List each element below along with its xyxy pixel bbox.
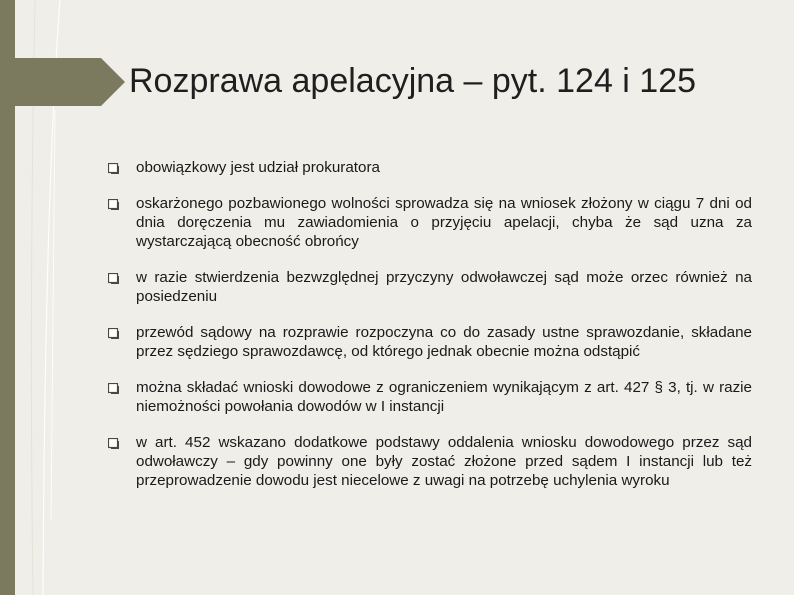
checkbox-square-icon: [108, 438, 119, 449]
checkbox-square-icon: [108, 328, 119, 339]
list-item: [108, 268, 752, 306]
list-item-text: można składać wnioski dowodowe z ograniczeniem wynikającym z art. 427 § 3, tj. w razie niemożności powołania dowodów w I instancji: [136, 379, 752, 415]
accent-bar: [0, 0, 15, 595]
list-item-text: oskarżonego pozbawionego wolności sprowadza się na wniosek złożony w ciągu 7 dni od dnia doręczenia mu zawiadomienia o przyjęciu apelacji, chyba że sąd uzna za wystarczającą obecność obrońcy: [136, 195, 752, 250]
slide-title: Rozprawa apelacyjna – pyt. 124 i 125: [129, 62, 697, 100]
list-item: [108, 158, 752, 177]
checkbox-square-icon: [108, 383, 119, 394]
checkbox-square-icon: [108, 163, 119, 174]
list-item: [108, 433, 752, 490]
list-item: [108, 194, 752, 251]
checkbox-square-icon: [108, 273, 119, 284]
list-item: [108, 323, 752, 361]
list-item-text: obowiązkowy jest udział prokuratora: [136, 159, 380, 176]
list-item: [108, 378, 752, 416]
list-item-text: w art. 452 wskazano dodatkowe podstawy oddalenia wniosku dowodowego przez sąd odwoławczy – gdy powinny one były zostać złożone przed sądem I instancji lub też przeprowadzenie dowodu jest niecelowe z uwagi na potrzebę uchylenia wyroku: [136, 434, 752, 489]
checkbox-square-icon: [108, 199, 119, 210]
list-item-text: w razie stwierdzenia bezwzględnej przyczyny odwoławczej sąd może orzec również na posiedzeniu: [136, 269, 752, 305]
bullet-list: [108, 158, 752, 507]
list-item-text: przewód sądowy na rozprawie rozpoczyna co do zasady ustne sprawozdanie, składane przez sędziego sprawozdawcę, od którego jednak obecnie można odstąpić: [136, 324, 752, 360]
title-arrow-shape: [15, 58, 125, 106]
